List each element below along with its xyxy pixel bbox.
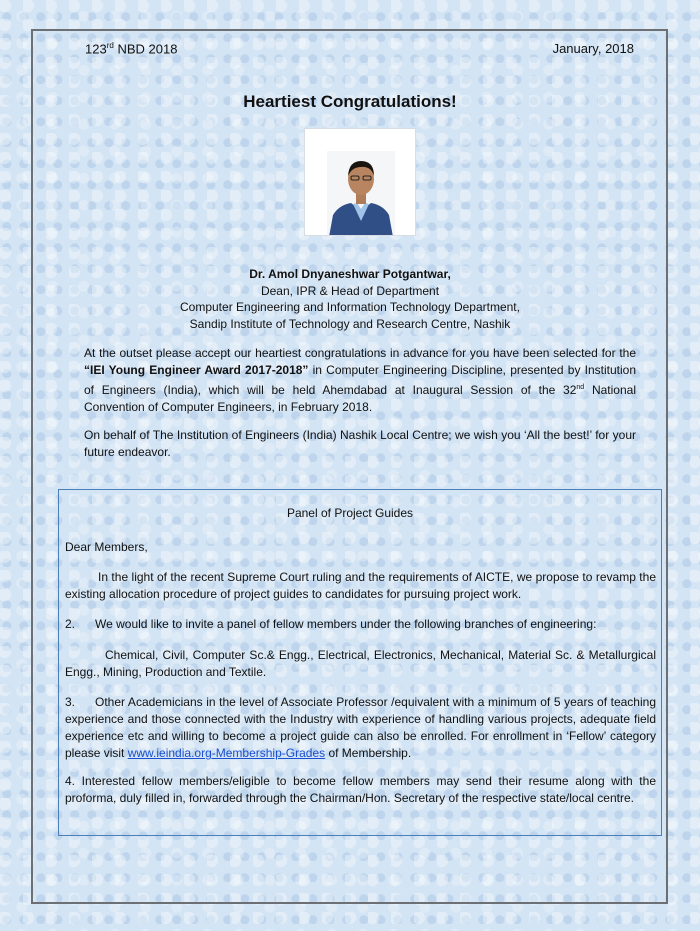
profile-photo <box>304 128 416 236</box>
award-name: “IEI Young Engineer Award 2017-2018” <box>84 363 309 377</box>
panel-title: Panel of Project Guides <box>286 506 414 520</box>
awardee-designation: Dean, IPR & Head of Department <box>260 283 440 298</box>
branches-list: Chemical, Civil, Computer Sc.& Engg., Electrical, Electronics, Mechanical, Material Sc. & Metallurgical Engg., Mining, Production and Textile. <box>65 648 656 679</box>
issue-date: January, 2018 <box>552 41 634 56</box>
panel-item-2: 2. We would like to invite a panel of fellow members under the following branches of engineering: <box>65 617 597 631</box>
membership-link[interactable]: www.ieindia.org-Membership-Grades <box>127 746 326 760</box>
page-title: Heartiest Congratulations! <box>243 92 457 111</box>
awardee-department: Computer Engineering and Information Technology Department, <box>180 300 520 314</box>
awardee-name: Dr. Amol Dnyaneshwar Potgantwar, <box>249 267 451 281</box>
panel-item-4: 4. Interested fellow members/eligible to become fellow members may send their resume along with the proforma, duly filled in, forwarded through the Chairman/Hon. Secretary of the respective state/local centre. <box>65 774 656 805</box>
wishes-paragraph: On behalf of The Institution of Engineers (India) Nashik Local Centre; we wish you ‘All the best!’ for your future endeavor. <box>84 428 636 459</box>
panel-item-3: 3. Other Academicians in the level of Associate Professor /equivalent with a minimum of 5 years of teaching experience and those connected with the Industry with experience of handling various projects, adequate field experience etc and willing to become a project guide can also be enrolled. For enrollment in ‘Fellow’ category please visit www.ieindia.org-Membership-Grades of Membership. <box>65 695 656 760</box>
edition-label: 123rd NBD 2018 <box>85 41 178 57</box>
panel-item-1: In the light of the recent Supreme Court ruling and the requirements of AICTE, we propose to revamp the existing allocation procedure of project guides to candidates for pursuing project work. <box>65 570 656 601</box>
awardee-details <box>0 266 700 332</box>
salutation: Dear Members, <box>65 540 148 554</box>
intro-paragraph: At the outset please accept our heartiest congratulations in advance for you have been selected for the “IEI Young Engineer Award 2017-2018” in Computer Engineering Discipline, presented by Institution of Engineers (India), which will be held Ahemdabad at Inaugural Session of the 32nd National Convention of Computer Engineers, in February 2018. <box>84 346 637 414</box>
awardee-institute: Sandip Institute of Technology and Research Centre, Nashik <box>189 316 511 331</box>
